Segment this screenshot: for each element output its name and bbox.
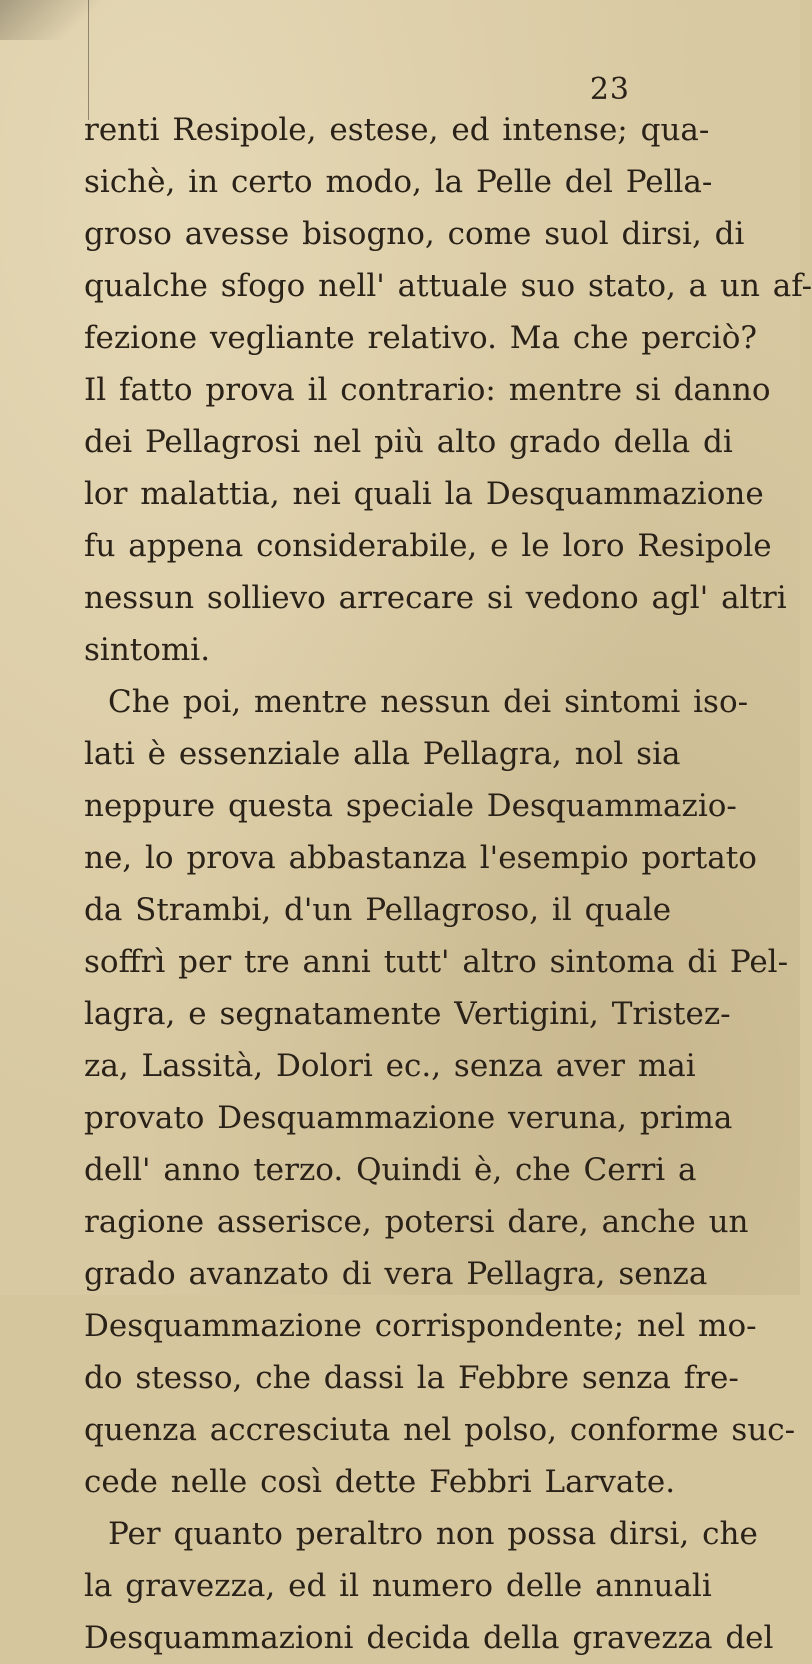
paragraph-start-line: Che poi, mentre nessun dei sintomi iso-	[108, 684, 749, 720]
page-edge-line	[88, 0, 89, 120]
text-line: ragione asserisce, potersi dare, anche un	[84, 1204, 749, 1240]
text-line: grado avanzato di vera Pellagra, senza	[84, 1256, 708, 1292]
text-line: fezione vegliante relativo. Ma che perciò?	[84, 320, 757, 356]
text-line: sichè, in certo modo, la Pelle del Pella-	[84, 164, 713, 200]
text-line: qualche sfogo nell' attuale suo stato, a un af-	[84, 268, 812, 304]
text-line: la gravezza, ed il numero delle annuali	[84, 1568, 712, 1604]
text-line: neppure questa speciale Desquammazio-	[84, 788, 737, 824]
text-line: renti Resipole, estese, ed intense; qua-	[84, 112, 710, 148]
text-line: lati è essenziale alla Pellagra, nol sia	[84, 736, 681, 772]
text-line: quenza accresciuta nel polso, conforme suc-	[84, 1412, 796, 1448]
text-line: nessun sollievo arrecare si vedono agl' altri	[84, 580, 787, 616]
text-line: za, Lassità, Dolori ec., senza aver mai	[84, 1048, 696, 1084]
page-number: 23	[589, 72, 630, 107]
text-line: do stesso, che dassi la Febbre senza fre-	[84, 1360, 739, 1396]
text-line: fu appena considerabile, e le loro Resipole	[84, 528, 772, 564]
text-line: ne, lo prova abbastanza l'esempio portato	[84, 840, 757, 876]
text-line: groso avesse bisogno, come suol dirsi, di	[84, 216, 745, 252]
text-line: Il fatto prova il contrario: mentre si danno	[84, 372, 771, 408]
text-line: provato Desquammazione veruna, prima	[84, 1100, 733, 1136]
text-line: lagra, e segnatamente Vertigini, Tristez-	[84, 996, 731, 1032]
text-line: soffrì per tre anni tutt' altro sintoma di Pel-	[84, 944, 789, 980]
text-line: dell' anno terzo. Quindi è, che Cerri a	[84, 1152, 697, 1188]
text-line: dei Pellagrosi nel più alto grado della di	[84, 424, 733, 460]
page-corner-shadow	[0, 0, 110, 40]
text-line: lor malattia, nei quali la Desquammazione	[84, 476, 764, 512]
paragraph-start-line: Per quanto peraltro non possa dirsi, che	[108, 1516, 758, 1552]
text-line: cede nelle così dette Febbri Larvate.	[84, 1464, 676, 1500]
body-text	[84, 104, 812, 1664]
text-line: Desquammazione corrispondente; nel mo-	[84, 1308, 757, 1344]
text-line: da Strambi, d'un Pellagroso, il quale	[84, 892, 672, 928]
text-line: sintomi.	[84, 632, 211, 668]
text-line: Desquammazioni decida della gravezza del	[84, 1620, 774, 1656]
